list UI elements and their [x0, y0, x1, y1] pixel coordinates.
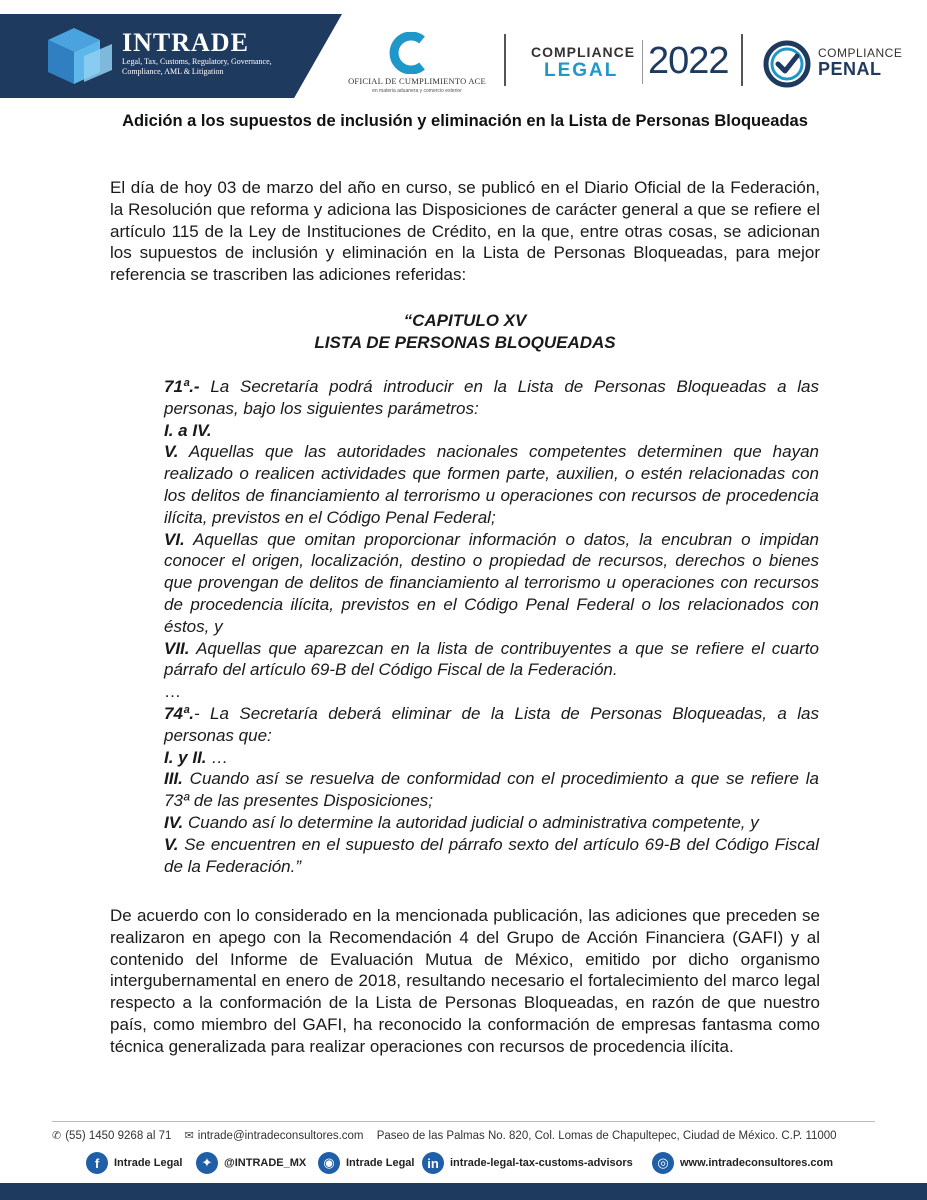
website-label: www.intradeconsultores.com	[680, 1157, 834, 1169]
compliance-legal-year: 2022	[648, 40, 729, 82]
provision-line	[164, 441, 819, 528]
instagram-icon: ◉	[318, 1152, 340, 1174]
oca-logo-text: OFICIAL DE CUMPLIMIENTO ACE	[348, 76, 486, 86]
provision-text: Se encuentren en el supuesto del párrafo sexto del artículo 69-B del Código Fiscal de la Federación.”	[164, 834, 819, 876]
facebook-icon: f	[86, 1152, 108, 1174]
oficial-cumplimiento-logo-icon	[388, 32, 432, 74]
provision-text: …	[206, 747, 229, 767]
mail-icon: ✉	[184, 1130, 194, 1142]
twitter-icon: ✦	[196, 1152, 218, 1174]
letterhead	[0, 0, 927, 100]
provision-line	[164, 812, 819, 834]
quote-heading	[110, 310, 820, 354]
compliance-penal-top-text: COMPLIANCE	[818, 46, 903, 60]
provision-text: La Secretaría podrá introducir en la Lista de Personas Bloqueadas a las personas, bajo los siguientes parámetros:	[164, 377, 819, 418]
compliance-legal-bottom-text: LEGAL	[544, 60, 619, 81]
provision-line	[164, 376, 819, 420]
provision-line	[164, 420, 819, 442]
provision-line	[164, 768, 819, 812]
linkedin-icon: in	[422, 1152, 444, 1174]
provision-line	[164, 834, 819, 878]
closing-paragraph: De acuerdo con lo considerado en la mencionada publicación, las adiciones que preceden se realizaron en apego con la Recomendación 4 del Grupo de Acción Financiera (GAFI) y al contenido del Informe de Evaluación Mutua de México, emitido por dicho organismo intergubernamental en enero de 2018, resultando necesario el fortalecimiento del marco legal respecto a la conformación de la Lista de Personas Bloqueadas, en razón de que nuestro país, como miembro del GAFI, ha reconocido la conformación de empresas fantasma como técnica generalizada para realizar operaciones con recursos de procedencia ilícita.	[110, 906, 820, 1056]
provision-text: Cuando así se resuelva de conformidad con el procedimiento a que se refiere la 73ª de las presentes Disposiciones;	[164, 769, 819, 811]
oca-logo-subtext: en materia aduanera y comercio exterior	[372, 88, 462, 94]
provision-label: V.	[164, 442, 179, 462]
compliance-penal-bottom-text: PENAL	[818, 59, 882, 79]
footer-band	[0, 1183, 927, 1200]
intro-paragraph: El día de hoy 03 de marzo del año en curso, se publicó en el Diario Oficial de la Federación, la Resolución que reforma y adiciona las Disposiciones de carácter general a que se refiere el artículo 115 de la Ley de Instituciones de Crédito, en la que, entre otras cosas, se adicionan los supuestos de inclusión y eliminación en la Lista de Personas Bloqueadas, para mejor referencia se trascriben las adiciones referidas:	[110, 178, 820, 285]
website-link[interactable]	[652, 1150, 833, 1176]
chapter-number: “CAPITULO XV	[403, 311, 527, 330]
linkedin-link[interactable]	[422, 1150, 633, 1176]
chapter-title: LISTA DE PERSONAS BLOQUEADAS	[314, 333, 616, 352]
provision-label: VII.	[164, 638, 190, 658]
provision-text: Aquellas que las autoridades nacionales competentes determinen que hayan realizado o realicen actividades que formen parte, auxilien, o estén relacionadas con los delitos de financiamiento al terrorismo u operaciones con recursos de procedencia ilícita, previstos en el Código Penal Federal;	[164, 442, 819, 527]
provision-line	[164, 703, 819, 747]
linkedin-label: intrade-legal-tax-customs-advisors	[450, 1157, 633, 1169]
header-divider	[741, 34, 743, 86]
header-divider	[504, 34, 506, 86]
instagram-label: Intrade Legal	[346, 1157, 415, 1169]
twitter-link[interactable]	[196, 1150, 306, 1176]
provision-text: …	[164, 682, 181, 702]
header-divider	[642, 40, 643, 84]
provision-label: V.	[164, 834, 179, 854]
globe-icon: ◎	[652, 1152, 674, 1174]
twitter-label: @INTRADE_MX	[224, 1157, 307, 1169]
facebook-label: Intrade Legal	[114, 1157, 183, 1169]
provision-label: 71ª.-	[164, 377, 200, 396]
footer-address: Paseo de las Palmas No. 820, Col. Lomas de Chapultepec, Ciudad de México. C.P. 11000	[376, 1129, 837, 1142]
provision-line	[164, 529, 819, 638]
provision-text: Aquellas que omitan proporcionar información o datos, la encubran o impidan conocer el origen, localización, destino o propiedad de recursos, derechos o bienes que provengan de delitos de financiamiento al terrorismo u operaciones con recursos de procedencia ilícita, previstos en el Código Penal Federal o los relacionados con éstos, y	[164, 529, 819, 636]
intrade-logo-text: INTRADE	[122, 28, 249, 57]
provision-label: IV.	[164, 812, 184, 832]
phone-icon: ✆	[52, 1130, 62, 1142]
provision-label: 74ª.	[164, 703, 194, 723]
footer-social-row	[86, 1150, 886, 1176]
provision-line	[164, 638, 819, 682]
compliance-penal-check-icon	[763, 40, 811, 88]
instagram-link[interactable]	[318, 1150, 414, 1176]
footer-contact-row	[52, 1129, 882, 1147]
provision-ellipsis	[164, 681, 819, 703]
provision-label: I. a IV.	[164, 420, 212, 440]
document-title: Adición a los supuestos de inclusión y eliminación en la Lista de Personas Bloqueadas	[122, 112, 808, 130]
footer-email[interactable]: intrade@intradeconsultores.com	[197, 1129, 364, 1142]
footer-divider	[52, 1121, 875, 1122]
facebook-link[interactable]	[86, 1150, 182, 1176]
intrade-cube-logo-icon	[44, 26, 116, 86]
provision-label: III.	[164, 769, 183, 789]
quoted-provisions	[164, 376, 819, 877]
provision-text: Aquellas que aparezcan en la lista de contribuyentes a que se refiere el cuarto párrafo del artículo 69-B del Código Fiscal de la Federación.	[164, 638, 819, 680]
provision-label: I. y II.	[164, 747, 207, 767]
provision-line	[164, 747, 819, 769]
compliance-legal-top-text: COMPLIANCE	[531, 44, 636, 60]
provision-text: Cuando así lo determine la autoridad judicial o administrativa competente, y	[183, 812, 759, 832]
footer-phone[interactable]: (55) 1450 9268 al 71	[65, 1129, 172, 1142]
provision-text: - La Secretaría deberá eliminar de la Lista de Personas Bloqueadas, a las personas que:	[164, 703, 819, 745]
intrade-tagline: Legal, Tax, Customs, Regulatory, Governance, Compliance, AML & Litigation	[122, 57, 272, 76]
provision-label: VI.	[164, 529, 185, 549]
